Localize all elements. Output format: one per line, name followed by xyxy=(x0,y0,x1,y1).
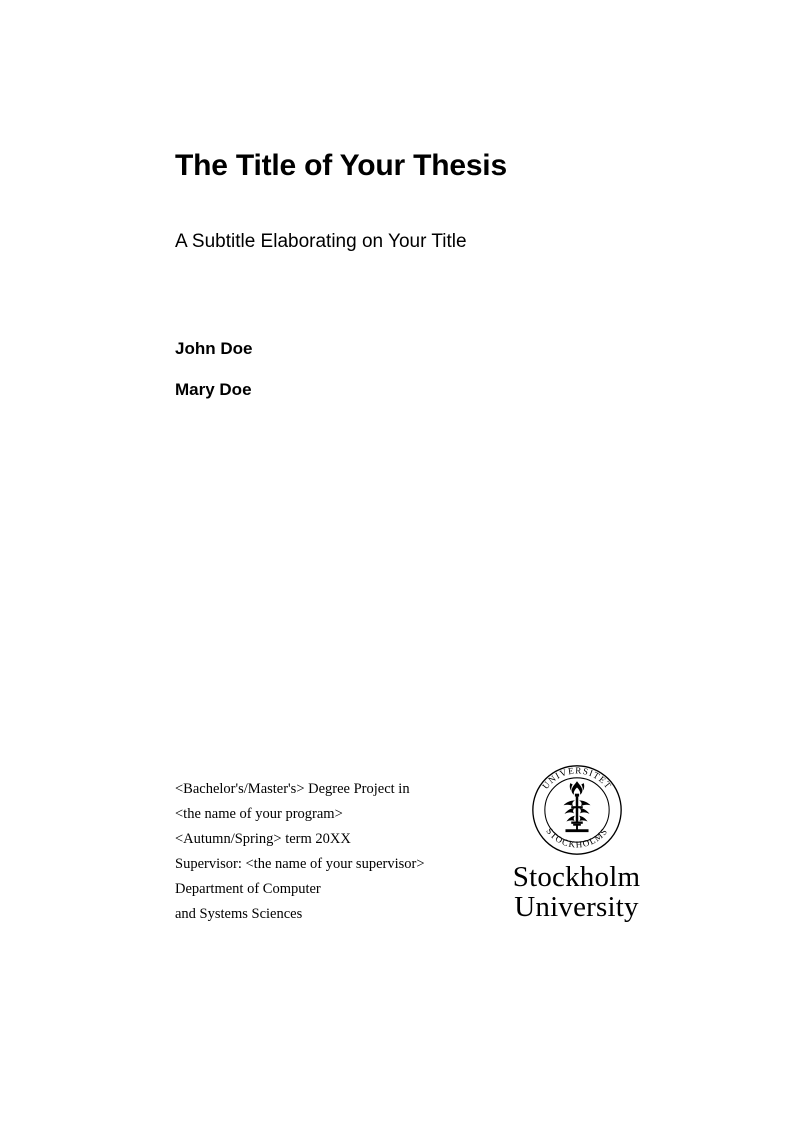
wordmark-line-1: Stockholm xyxy=(512,861,641,893)
page-subtitle: A Subtitle Elaborating on Your Title xyxy=(175,231,467,252)
university-wordmark xyxy=(489,862,664,923)
meta-line-program: <the name of your program> xyxy=(175,805,343,822)
meta-line-supervisor: Supervisor: <the name of your supervisor> xyxy=(175,855,425,872)
meta-line-term: <Autumn/Spring> term 20XX xyxy=(175,830,351,847)
author-name: Mary Doe xyxy=(175,380,252,400)
meta-line-department-2: and Systems Sciences xyxy=(175,905,303,922)
author-name: John Doe xyxy=(175,339,253,358)
svg-text:UNIVERSITET: UNIVERSITET xyxy=(539,765,614,792)
degree-project-info xyxy=(175,777,485,927)
stockholm-university-seal-icon xyxy=(529,762,625,858)
meta-line-department-1: Department of Computer xyxy=(175,880,321,897)
svg-text:STOCKHOLMS: STOCKHOLMS xyxy=(543,825,610,850)
page-title: The Title of Your Thesis xyxy=(175,149,507,182)
meta-line-degree: <Bachelor's/Master's> Degree Project in xyxy=(175,781,410,797)
author-list xyxy=(175,338,595,421)
university-logo xyxy=(489,762,664,923)
wordmark-line-2: University xyxy=(514,891,639,924)
